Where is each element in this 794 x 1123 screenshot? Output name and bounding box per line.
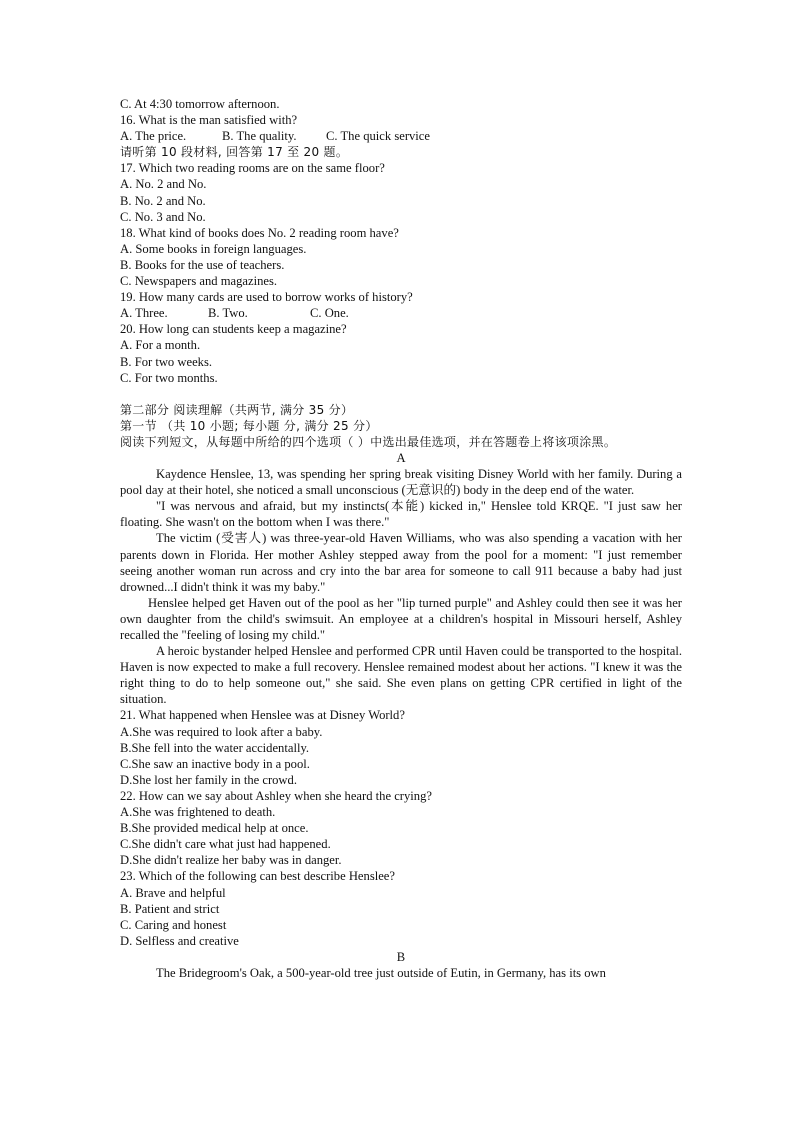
option: B. Two. bbox=[208, 306, 248, 321]
option: A. No. 2 and No. bbox=[120, 177, 207, 192]
option: C.She didn't care what just had happened. bbox=[120, 837, 331, 852]
option: D.She didn't realize her baby was in danger. bbox=[120, 853, 342, 868]
option: B.She fell into the water accidentally. bbox=[120, 740, 310, 755]
option: A. Some books in foreign languages. bbox=[120, 241, 307, 256]
option: C.She saw an inactive body in a pool. bbox=[120, 756, 310, 771]
option: C. For two months. bbox=[120, 370, 218, 385]
exam-page bbox=[120, 96, 682, 981]
option: B. The quality. bbox=[222, 129, 297, 144]
option: C. No. 3 and No. bbox=[120, 209, 206, 224]
option: B.She provided medical help at once. bbox=[120, 821, 309, 836]
part-2-title: 第二部分 阅读理解（共两节, 满分 35 分） bbox=[120, 402, 354, 417]
passage-a-paragraph: Henslee helped get Haven out of the pool as her "lip turned purple" and Ashley could then see it was her own daughter from the child's swimsuit. An employee at a children's hospital in Missouri herself, Ashley recalled the "feeling of losing my child." bbox=[120, 595, 682, 642]
question-23: 23. Which of the following can best describe Henslee? bbox=[120, 869, 395, 884]
option: D.She lost her family in the crowd. bbox=[120, 772, 297, 787]
reading-instruction: 阅读下列短文，从每题中所给的四个选项（ ）中选出最佳选项，并在答题卷上将该项涂黑。 bbox=[120, 434, 617, 449]
passage-b-first-line: The Bridegroom's Oak, a 500-year-old tree just outside of Eutin, in Germany, has its own bbox=[156, 965, 606, 980]
option: A. The price. bbox=[120, 129, 187, 144]
passage-a-paragraph: "I was nervous and afraid, but my instincts(本能) kicked in," Henslee told KRQE. "I just saw her floating. She wasn't on the bottom when I was there." bbox=[120, 499, 682, 530]
passage-a-paragraph: The victim (受害人) was three-year-old Haven Williams, who was also spending a vacation with her parents down in Florida. Her mother Ashley stepped away from the pool for a moment: "I just remember seeing another woman run across and cry into the bar area for someone to call 911 because a baby had just drowned...I didn't think it was my baby." bbox=[120, 531, 682, 594]
option: B. No. 2 and No. bbox=[120, 193, 206, 208]
option: C. One. bbox=[310, 306, 349, 321]
question-16: 16. What is the man satisfied with? bbox=[120, 113, 298, 128]
option: A. For a month. bbox=[120, 338, 201, 353]
question-21: 21. What happened when Henslee was at Disney World? bbox=[120, 708, 405, 723]
option: D. Selfless and creative bbox=[120, 933, 239, 948]
question-22: 22. How can we say about Ashley when she heard the crying? bbox=[120, 788, 432, 803]
option: A. Three. bbox=[120, 306, 168, 321]
option: C. Caring and honest bbox=[120, 917, 227, 932]
option: A. Brave and helpful bbox=[120, 885, 226, 900]
section-1-title: 第一节 （共 10 小题; 每小题 分, 满分 25 分） bbox=[120, 418, 378, 433]
option: C. Newspapers and magazines. bbox=[120, 274, 278, 289]
q15-option-c: C. At 4:30 tomorrow afternoon. bbox=[120, 97, 280, 111]
option: B. Books for the use of teachers. bbox=[120, 257, 285, 272]
passage-a-paragraph: A heroic bystander helped Henslee and performed CPR until Haven could be transported to the hospital. Haven is now expected to make a full recovery. Henslee remained modest about her actions. "I knew it was the right thing to do to help someone out," she said. She even plans on getting CPR certified in light of the situation. bbox=[120, 644, 682, 707]
question-16-options bbox=[120, 128, 682, 144]
passage-a-paragraph: Kaydence Henslee, 13, was spending her spring break visiting Disney World with her family. During a pool day at their hotel, she noticed a small unconscious (无意识的) body in the deep end of the water. bbox=[120, 467, 682, 498]
option: B. Patient and strict bbox=[120, 901, 220, 916]
question-19: 19. How many cards are used to borrow works of history? bbox=[120, 290, 413, 305]
spacer bbox=[120, 386, 682, 402]
option: C. The quick service bbox=[326, 129, 430, 144]
section-10-instruction: 请听第 10 段材料, 回答第 17 至 20 题。 bbox=[120, 145, 349, 160]
option: B. For two weeks. bbox=[120, 354, 212, 369]
question-19-options bbox=[120, 305, 682, 321]
passage-a-label: A bbox=[396, 450, 406, 465]
option: A.She was required to look after a baby. bbox=[120, 724, 323, 739]
passage-b-label: B bbox=[396, 949, 406, 964]
question-17: 17. Which two reading rooms are on the same floor? bbox=[120, 161, 385, 176]
question-18: 18. What kind of books does No. 2 reading room have? bbox=[120, 225, 399, 240]
option: A.She was frightened to death. bbox=[120, 805, 276, 820]
question-20: 20. How long can students keep a magazine? bbox=[120, 322, 347, 337]
